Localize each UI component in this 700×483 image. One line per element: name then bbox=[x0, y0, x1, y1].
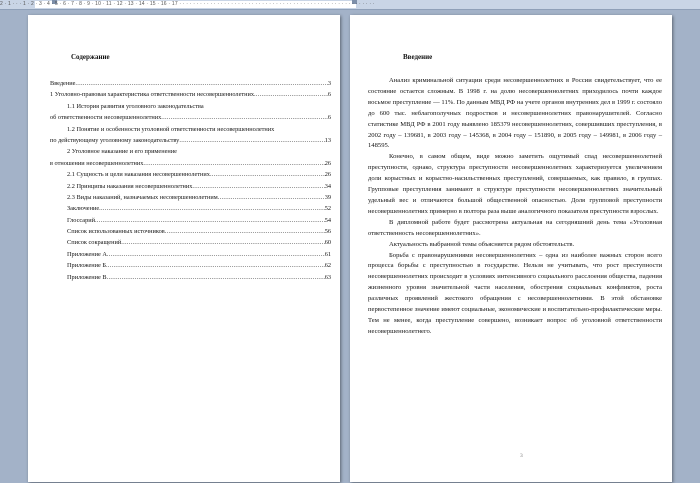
toc-leader-dots bbox=[75, 78, 327, 89]
toc-entry-text: 1.2 Понятие и особенности уголовной ответственности несовершеннолетних bbox=[67, 125, 275, 133]
toc-entry-page: 56 bbox=[324, 228, 331, 236]
intro-paragraph: Борьба с правонарушениями несовершеннолетних – одна из наиболее важных сторон всего процесса борьбы с преступностью в государстве. Нельзя не учитывать, что рост преступности несовершеннолетних происходит в условиях интенсивного социального расслоения общества, падения жизненного уровня значительной части населения, обострения социальных конфликтов, роста различных проявлений жестокого обращения с несовершеннолетними. В этой обстановке первостепенное значение имеют социальные, экономические и воспитательно-профилактические меры. Тем не менее, когда преступление совершено, возникает вопрос об уголовной ответственности несовершеннолетнего. bbox=[368, 251, 662, 335]
toc-entry-text: в отношении несовершеннолетних bbox=[50, 159, 144, 167]
horizontal-ruler[interactable] bbox=[0, 0, 700, 10]
toc-leader-dots bbox=[161, 112, 328, 123]
toc-leader-dots bbox=[218, 192, 325, 203]
toc-entry[interactable] bbox=[50, 215, 331, 226]
toc-leader-dots bbox=[143, 158, 324, 169]
toc-entry-text: 2.1 Сущность и цели наказания несовершеннолетних bbox=[67, 171, 210, 179]
toc-entry[interactable] bbox=[50, 192, 331, 203]
page-introduction[interactable] bbox=[350, 15, 672, 482]
toc-entry[interactable] bbox=[50, 89, 331, 100]
toc-entry-page: 26 bbox=[324, 171, 331, 179]
toc-entry-page: 6 bbox=[327, 114, 331, 122]
toc-entry-text: Приложение Б bbox=[67, 262, 106, 270]
toc-entry[interactable] bbox=[50, 272, 331, 283]
toc-entry[interactable] bbox=[50, 203, 331, 214]
toc-leader-dots bbox=[254, 89, 328, 100]
toc-entry[interactable] bbox=[50, 249, 331, 260]
toc-entry-text: по действующему уголовному законодательству bbox=[50, 136, 180, 144]
toc-entry-text: 2 Уголовное наказание и его применение bbox=[67, 148, 177, 156]
toc-entry[interactable] bbox=[50, 237, 331, 248]
toc-entry-page: 54 bbox=[324, 216, 331, 224]
page-contents[interactable] bbox=[28, 15, 340, 482]
toc-entry[interactable] bbox=[50, 181, 331, 192]
toc-entry[interactable] bbox=[50, 135, 331, 146]
toc-entry-text: об ответственности несовершеннолетних bbox=[50, 114, 162, 122]
toc-entry-page: 61 bbox=[324, 250, 331, 258]
toc-entry-page: 13 bbox=[324, 136, 331, 144]
toc-entry-text: Приложение В bbox=[67, 273, 107, 281]
intro-paragraph: Анализ криминальной ситуации среди несовершеннолетних в России свидетельствует, что ее состояние остается сложным. В 1998 г. на долю несовершеннолетних приходилось почти каждое восьмое преступление — 11%. По данным МВД РФ на учете органов внутренних дел в 1999 г. состояло до 600 тыс. неблагополучных подростков и несовершеннолетних правонарушителей. Согласно статистике МВД РФ в 2001 году выявлено 185379 несовершеннолетних, совершивших преступления, в 2002 году – 139681, в 2003 году – 145368, в 2004 году – 151890, в 2005 году – 149981, в 2006 году – 148595. bbox=[368, 77, 662, 150]
toc-entry-text: Список сокращений bbox=[67, 239, 122, 247]
toc-entry-text: 1.1 История развития уголовного законодательства bbox=[67, 102, 204, 110]
intro-body bbox=[368, 76, 662, 338]
intro-paragraph: Конечно, в самом общем, виде можно заметить ощутимый спад несовершеннолетней преступности, однако, структура преступности несовершеннолетних характеризуется увеличением доли корыстных и корыстно-насильственных преступлений, совершаемых, как правило, в группах. Групповые преступления занимают в структуре преступности несовершеннолетних значительный удельный вес и отличаются большой общественной опасностью. Доля групповой преступности несовершеннолетних примерно в полтора раза выше аналогичного показателя преступности взрослых. bbox=[368, 153, 662, 215]
toc-entry[interactable] bbox=[50, 146, 331, 157]
toc-leader-dots bbox=[165, 226, 325, 237]
toc-entry-page: 63 bbox=[324, 273, 331, 281]
intro-paragraph: Актуальность выбранной темы объясняется рядом обстоятельств. bbox=[389, 240, 575, 248]
toc-entry-text: 2.2 Принципы наказания несовершеннолетних bbox=[67, 182, 193, 190]
toc-entry-page: 3 bbox=[327, 79, 331, 87]
toc-list bbox=[50, 78, 331, 283]
toc-entry[interactable] bbox=[50, 158, 331, 169]
toc-entry-text: Введение bbox=[50, 79, 76, 87]
toc-entry-page: 26 bbox=[324, 159, 331, 167]
toc-leader-dots bbox=[99, 203, 325, 214]
toc-leader-dots bbox=[107, 272, 325, 283]
toc-entry-page: 60 bbox=[324, 239, 331, 247]
toc-title: Содержание bbox=[71, 53, 110, 61]
toc-entry-page: 34 bbox=[324, 182, 331, 190]
ruler-scale: 2 · 1 · · · 1 · 2 · 3 · 4 · 5 · 6 · 7 · 8 · 9 · 10 · 11 · 12 · 13 · 14 · 15 · 16 · 17 · · · · · · · · · · · · · · · · · · · · · · · · · · · · · · · · · · · · · · · · · · · · · · · · · · · · · · · · · bbox=[0, 1, 375, 7]
toc-entry-text: 2.3 Виды наказаний, назначаемых несовершеннолетним bbox=[67, 193, 218, 201]
toc-entry-text: 1 Уголовно-правовая характеристика ответственности несовершеннолетних bbox=[50, 91, 254, 99]
toc-entry-page: 52 bbox=[324, 205, 331, 213]
page-number: 3 bbox=[520, 453, 523, 459]
toc-leader-dots bbox=[106, 260, 325, 271]
toc-entry-page: 6 bbox=[327, 91, 331, 99]
toc-entry-text: Список использованных источников bbox=[67, 228, 165, 236]
toc-leader-dots bbox=[192, 181, 324, 192]
toc-leader-dots bbox=[179, 135, 324, 146]
intro-paragraph: В дипломной работе будет рассмотрена актуальная на сегодняшний день тема «Уголовная ответственность несовершеннолетних». bbox=[368, 218, 662, 237]
toc-entry[interactable] bbox=[50, 260, 331, 271]
toc-entry[interactable] bbox=[50, 101, 331, 112]
toc-leader-dots bbox=[107, 249, 325, 260]
toc-leader-dots bbox=[121, 237, 324, 248]
toc-entry[interactable] bbox=[50, 124, 331, 135]
toc-leader-dots bbox=[210, 169, 325, 180]
toc-entry[interactable] bbox=[50, 226, 331, 237]
toc-entry-text: Заключение bbox=[67, 205, 100, 213]
toc-entry[interactable] bbox=[50, 78, 331, 89]
toc-entry-page: 39 bbox=[324, 193, 331, 201]
toc-leader-dots bbox=[95, 215, 325, 226]
toc-entry[interactable] bbox=[50, 112, 331, 123]
toc-entry-text: Приложение А bbox=[67, 250, 107, 258]
intro-title: Введение bbox=[403, 53, 433, 61]
toc-entry-text: Глоссарий bbox=[67, 216, 95, 224]
toc-entry-page: 62 bbox=[324, 262, 331, 270]
toc-entry[interactable] bbox=[50, 169, 331, 180]
